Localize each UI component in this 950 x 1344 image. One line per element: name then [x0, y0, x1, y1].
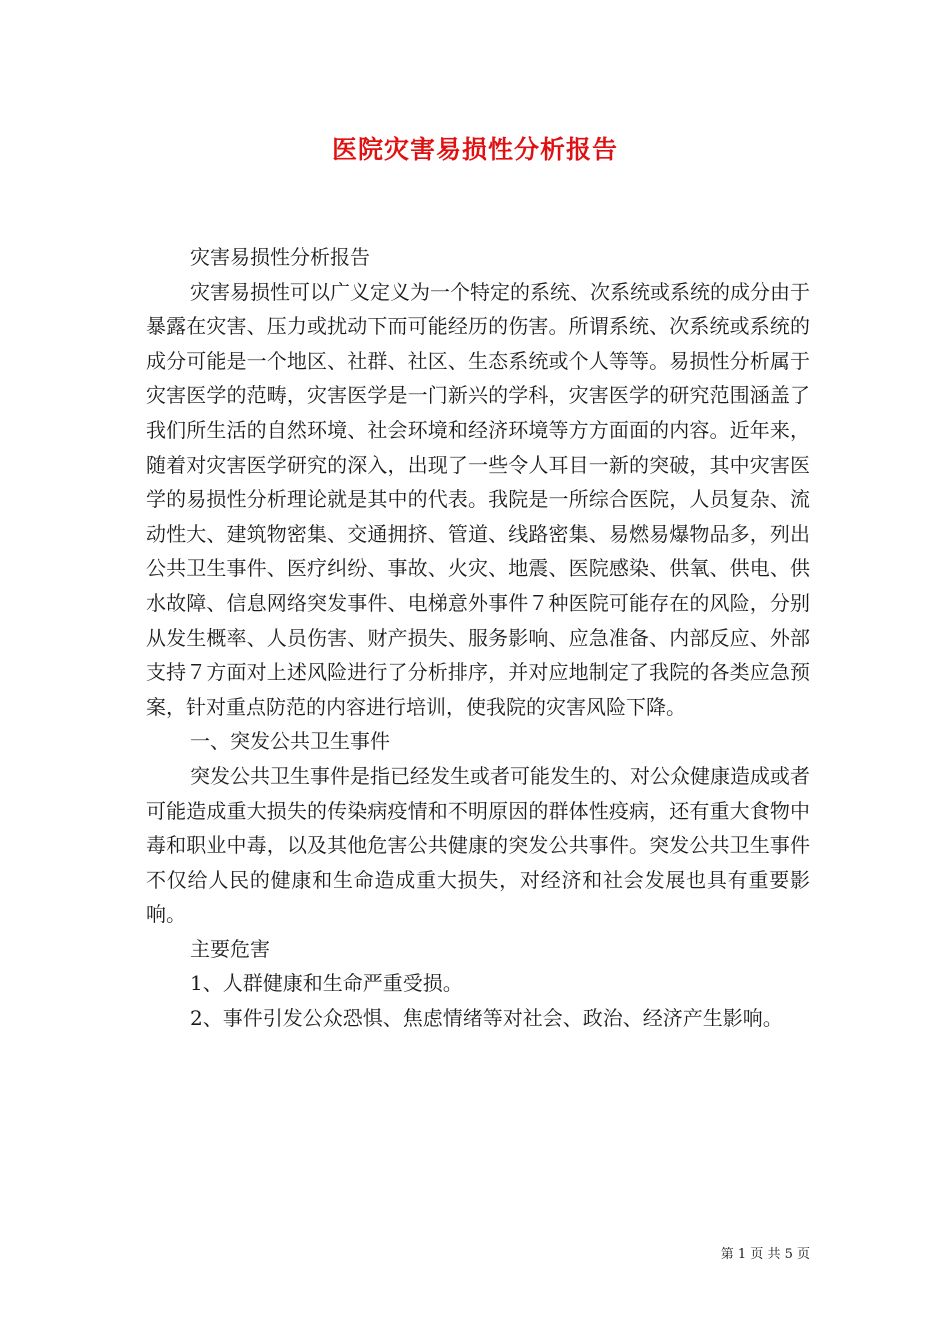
paragraph-subtitle: 灾害易损性分析报告	[190, 245, 370, 269]
document-body	[146, 240, 810, 1036]
paragraph-public-health: 突发公共卫生事件是指已经发生或者可能发生的、对公众健康造成或者可能造成重大损失的传染病疫情和不明原因的群体性疫病，还有重大食物中毒和职业中毒，以及其他危害公共健康的突发公共事件。突发公共卫生事件不仅给人民的健康和生命造成重大损失，对经济和社会发展也具有重要影响。	[146, 763, 810, 927]
document-title: 医院灾害易损性分析报告	[331, 135, 618, 164]
list-item-hazard-2: 2、事件引发公众恐惧、焦虑情绪等对社会、政治、经济产生影响。	[190, 1006, 783, 1031]
list-item-hazard-1: 1、人群健康和生命严重受损。	[190, 971, 463, 996]
paragraph-intro: 灾害易损性可以广义定义为一个特定的系统、次系统或系统的成分由于暴露在灾害、压力或扰动下而可能经历的伤害。所谓系统、次系统或系统的成分可能是一个地区、社群、社区、生态系统或个人等等。易损性分析属于灾害医学的范畴，灾害医学是一门新兴的学科，灾害医学的研究范围涵盖了我们所生活的自然环境、社会环境和经济环境等方方面面的内容。近年来，随着对灾害医学研究的深入，出现了一些令人耳目一新的突破，其中灾害医学的易损性分析理论就是其中的代表。我院是一所综合医院，人员复杂、流动性大、建筑物密集、交通拥挤、管道、线路密集、易燃易爆物品多，列出公共卫生事件、医疗纠纷、事故、火灾、地震、医院感染、供氧、供电、供水故障、信息网络突发事件、电梯意外事件７种医院可能存在的风险，分别从发生概率、人员伤害、财产损失、服务影响、应急准备、内部反应、外部支持７方面对上述风险进行了分析排序，并对应地制定了我院的各类应急预案，针对重点防范的内容进行培训，使我院的灾害风险下降。	[146, 279, 810, 719]
section-heading-main-hazards: 主要危害	[190, 936, 270, 961]
section-heading-public-health: 一、突发公共卫生事件	[190, 729, 390, 754]
page-number-footer: 第 1 页 共 5 页	[720, 1247, 810, 1262]
